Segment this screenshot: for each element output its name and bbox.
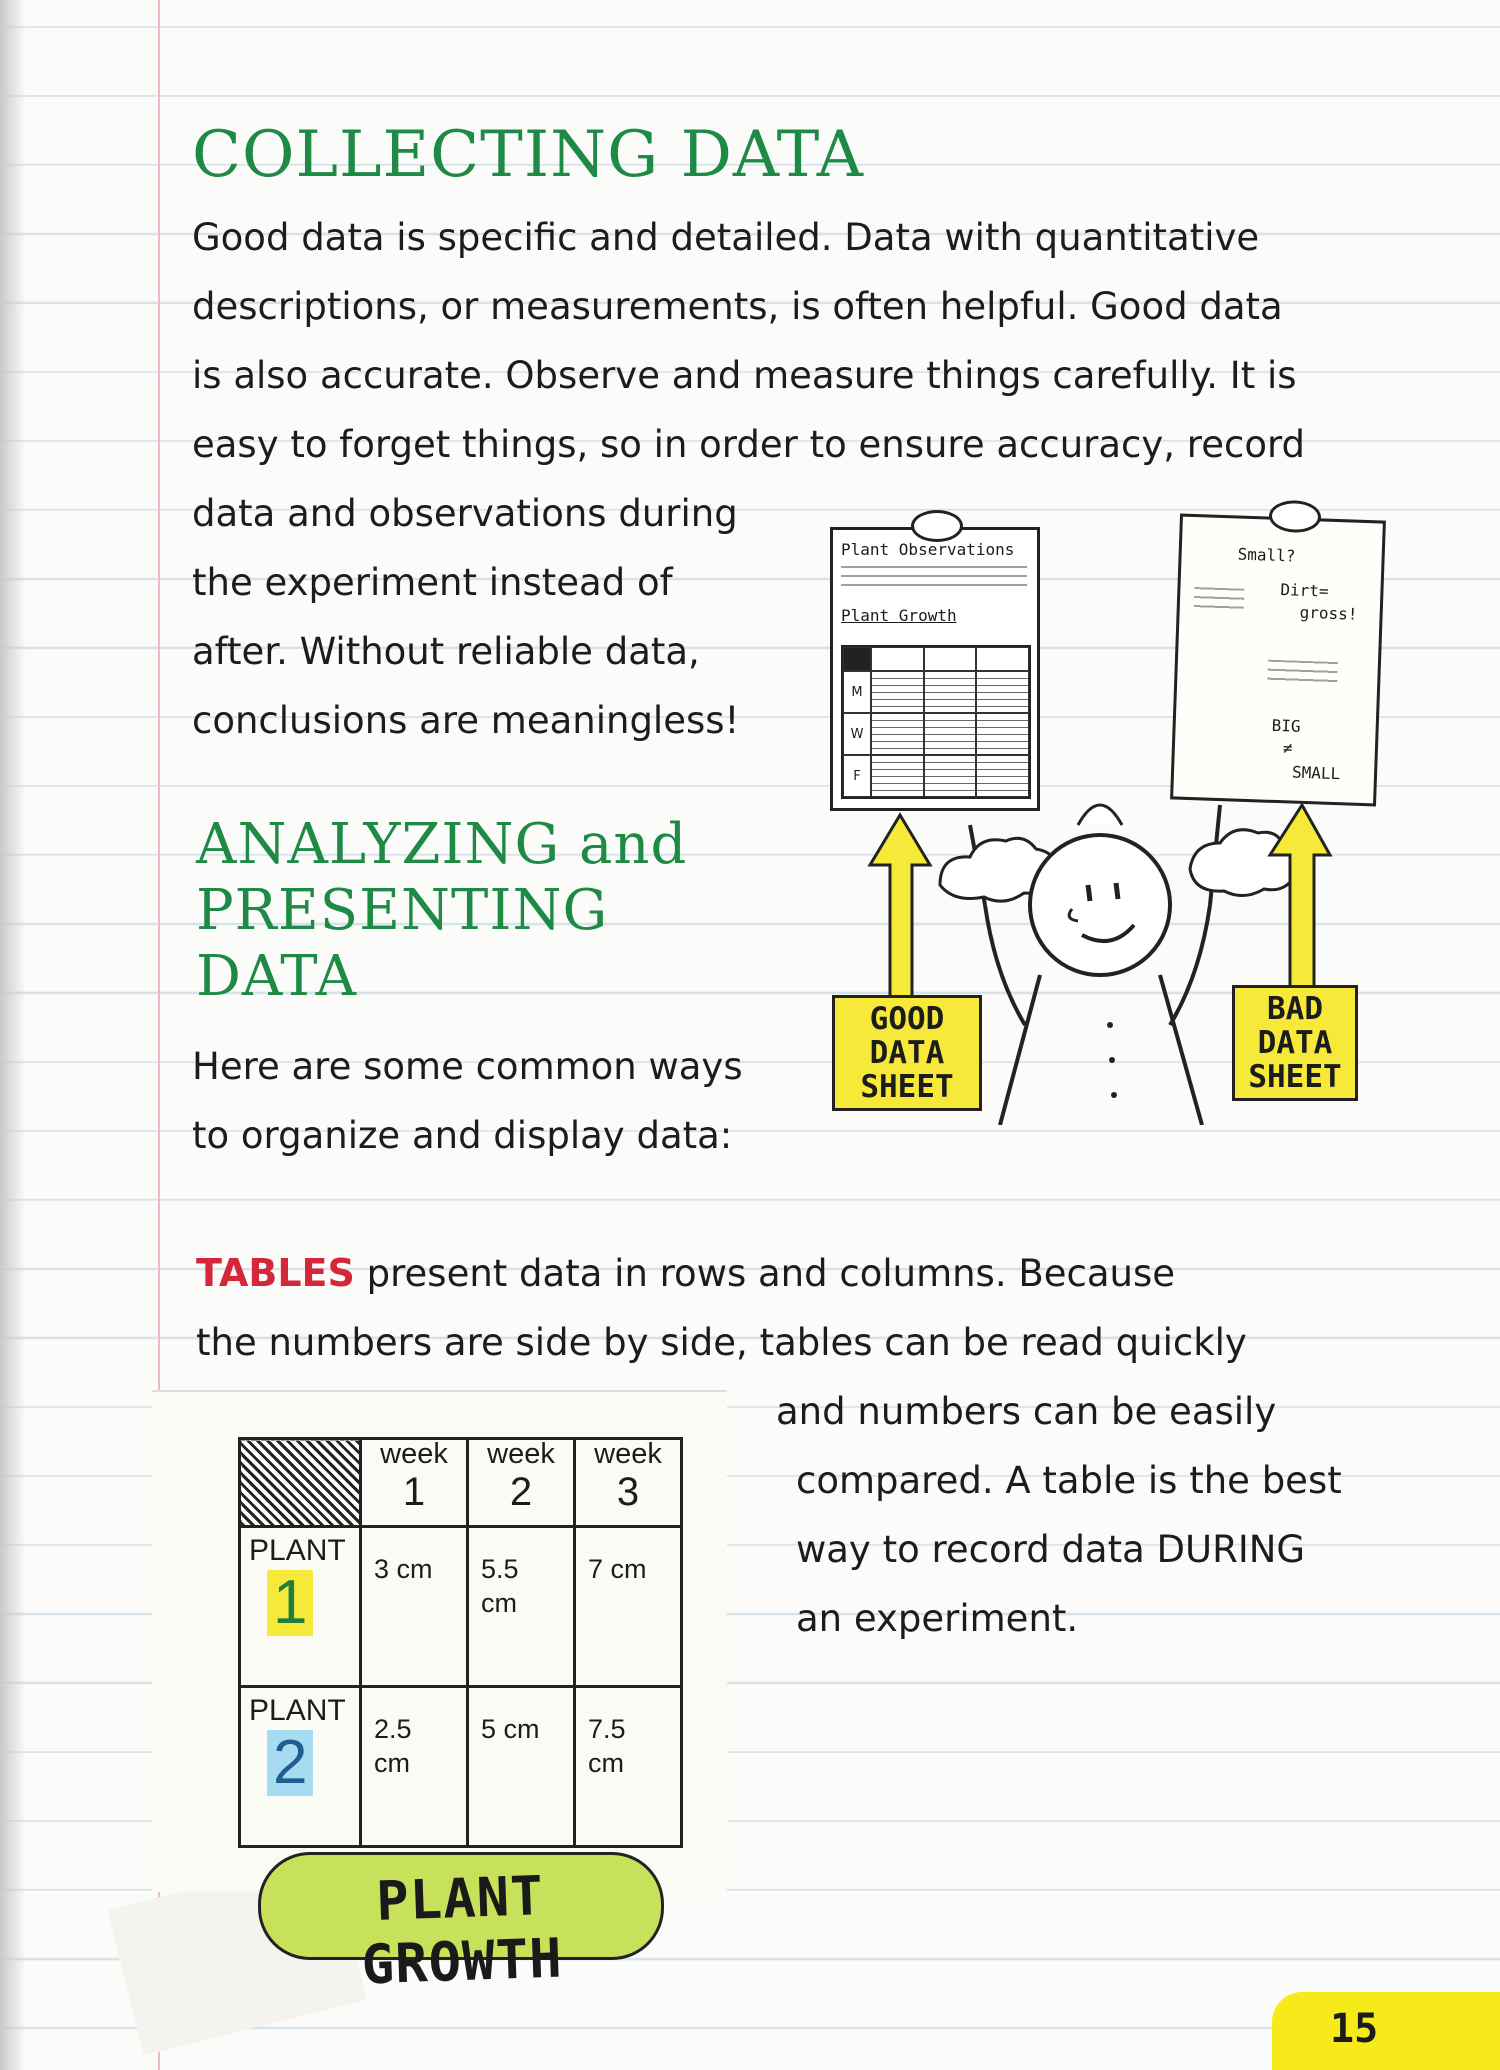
grid-cell <box>924 647 977 671</box>
label-line: BAD <box>1267 991 1323 1027</box>
grid-cell <box>871 755 924 797</box>
grid-cell <box>843 647 871 671</box>
week-header <box>575 1439 682 1527</box>
cell-value: 5.5 cm <box>481 1554 519 1618</box>
table-cell <box>468 1687 575 1847</box>
paragraph-line <box>196 1239 1247 1308</box>
heading-line: PRESENTING <box>196 878 609 943</box>
table-cell <box>361 1687 468 1847</box>
data-sheets-illustration <box>820 505 1420 1125</box>
tables-side-paragraph <box>776 1377 1342 1653</box>
heading-line: DATA <box>196 944 358 1009</box>
bad-note: ≠ <box>1282 738 1293 758</box>
page-number-tab <box>1272 1992 1500 2070</box>
paragraph-text: present data in rows and columns. Because <box>354 1252 1176 1295</box>
paragraph-line: and numbers can be easily <box>776 1390 1277 1433</box>
week-header <box>361 1439 468 1527</box>
grid-cell <box>871 647 924 671</box>
row-header <box>240 1527 361 1687</box>
week-number: 1 <box>402 1470 426 1514</box>
bad-note: Small? <box>1237 544 1296 566</box>
tables-paragraph <box>196 1239 1247 1377</box>
page-edge-shadow <box>0 0 26 2070</box>
paragraph-line: way to record data DURING <box>796 1528 1306 1571</box>
table-row <box>240 1527 682 1687</box>
good-data-sheet <box>830 527 1040 811</box>
analyzing-data-paragraph <box>192 1032 743 1170</box>
paragraph-line: easy to forget things, so in order to ensure accuracy, record <box>192 423 1305 466</box>
cell-value: 2.5 cm <box>374 1714 412 1778</box>
grid-cell <box>924 713 977 755</box>
grid-row-label: W <box>843 713 871 755</box>
paragraph-line: Here are some common ways <box>192 1045 743 1088</box>
cell-value: 7 cm <box>588 1554 647 1584</box>
paragraph-line: an experiment. <box>796 1597 1079 1640</box>
bad-note: BIG <box>1271 715 1301 736</box>
collecting-data-heading: COLLECTING DATA <box>192 118 864 192</box>
week-label: week <box>594 1438 662 1470</box>
table-row <box>240 1687 682 1847</box>
paragraph-line: the numbers are side by side, tables can be read quickly <box>196 1321 1247 1364</box>
paragraph-line: conclusions are meaningless! <box>192 699 740 742</box>
scribble-lines <box>841 566 1027 592</box>
good-data-sheet-label <box>832 995 982 1111</box>
bad-data-sheet-label <box>1232 985 1358 1101</box>
scribble-lines <box>1194 587 1245 615</box>
table-cell <box>575 1527 682 1687</box>
paragraph-line: Good data is specific and detailed. Data with quantitative <box>192 216 1260 259</box>
paragraph-line: descriptions, or measurements, is often helpful. Good data <box>192 285 1283 328</box>
page-number: 15 <box>1330 2006 1379 2052</box>
bad-note: SMALL <box>1291 762 1341 784</box>
row-label: PLANT <box>249 1694 346 1727</box>
grid-cell <box>871 713 924 755</box>
table-header-row <box>240 1439 682 1527</box>
plant-growth-caption-cloud <box>258 1852 664 1997</box>
grid-cell <box>976 755 1029 797</box>
label-line: SHEET <box>860 1069 954 1105</box>
row-number: 2 <box>267 1730 313 1796</box>
mini-table <box>841 645 1031 799</box>
scribble-lines <box>1267 660 1338 688</box>
label-line: DATA <box>1257 1025 1333 1061</box>
table-cell <box>468 1527 575 1687</box>
heading-line: ANALYZING and <box>196 812 688 877</box>
cell-value: 5 cm <box>481 1714 540 1744</box>
label-line: DATA <box>869 1035 945 1071</box>
grid-cell <box>976 647 1029 671</box>
grid-cell <box>871 671 924 713</box>
table-cell <box>575 1687 682 1847</box>
paragraph-line: to organize and display data: <box>192 1114 733 1157</box>
paragraph-line: the experiment instead of <box>192 561 673 604</box>
sheet-title: Plant Observations <box>841 540 1015 559</box>
label-line: GOOD <box>869 1001 945 1037</box>
grid-cell <box>976 713 1029 755</box>
paragraph-line: after. Without reliable data, <box>192 630 700 673</box>
clipboard-clip <box>911 510 963 542</box>
grid-cell <box>924 755 977 797</box>
cell-value: 7.5 cm <box>588 1714 626 1778</box>
row-label: PLANT <box>249 1534 346 1567</box>
week-label: week <box>487 1438 555 1470</box>
paragraph-line: data and observations during <box>192 492 738 535</box>
week-label: week <box>380 1438 448 1470</box>
paragraph-line: compared. A table is the best <box>796 1459 1342 1502</box>
grid-cell <box>976 671 1029 713</box>
grid-cell <box>924 671 977 713</box>
grid-row-label: M <box>843 671 871 713</box>
table-cell <box>361 1527 468 1687</box>
bad-data-sheet <box>1170 513 1386 806</box>
cell-value: 3 cm <box>374 1554 433 1584</box>
week-number: 3 <box>616 1470 640 1514</box>
tables-keyword: TABLES <box>196 1251 355 1295</box>
paragraph-line: is also accurate. Observe and measure things carefully. It is <box>192 354 1297 397</box>
row-number: 1 <box>267 1570 313 1636</box>
analyzing-data-heading <box>196 812 687 1010</box>
bad-note: Dirt= <box>1280 580 1329 601</box>
plant-growth-table <box>238 1437 683 1848</box>
corner-cell <box>240 1439 361 1527</box>
sheet-subtitle: Plant Growth <box>841 606 957 625</box>
plant-growth-caption: PLANT GROWTH <box>360 1864 564 1997</box>
row-header <box>240 1687 361 1847</box>
week-header <box>468 1439 575 1527</box>
week-number: 2 <box>509 1470 533 1514</box>
label-line: SHEET <box>1248 1059 1342 1095</box>
grid-row-label: F <box>843 755 871 797</box>
bad-note: gross! <box>1299 602 1358 624</box>
